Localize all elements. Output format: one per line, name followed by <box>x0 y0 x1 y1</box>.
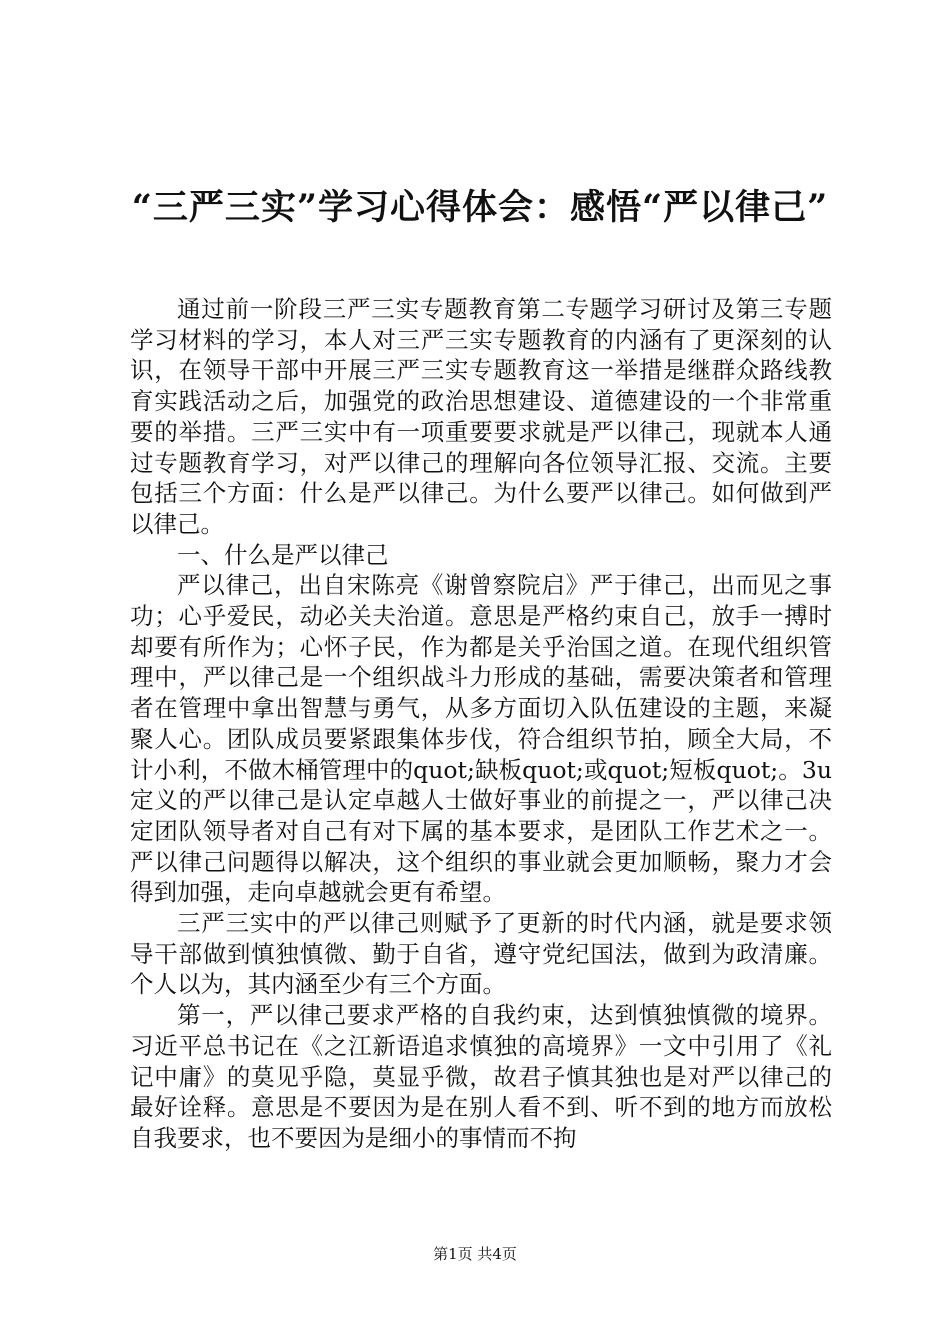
section-heading-1: 一、什么是严以律己 <box>177 540 389 569</box>
document-body <box>130 294 832 1154</box>
paragraph-intro: 通过前一阶段三严三实专题教育第二专题学习研讨及第三专题学习材料的学习，本人对三严三实专题教育的内涵有了更深刻的认识，在领导干部中开展三严三实专题教育这一举措是继群众路线教育实践活动之后，加强党的政治思想建设、道德建设的一个非常重要的举措。三严三实中有一项重要要求就是严以律己，现就本人通过专题教育学习，对严以律己的理解向各位领导汇报、交流。主要包括三个方面：什么是严以律己。为什么要严以律己。如何做到严以律己。 <box>130 295 832 538</box>
paragraph-origin: 严以律己，出自宋陈亮《谢曾察院启》严于律己，出而见之事功；心乎爱民，动必关夫治道。意思是严格约束自己，放手一搏时却要有所作为；心怀子民，作为都是关乎治国之道。在现代组织管理中，严以律己是一个组织战斗力形成的基础，需要决策者和管理者在管理中拿出智慧与勇气，从多方面切入队伍建设的主题，来凝聚人心。团队成员要紧跟集体步伐，符合组织节拍，顾全大局，不计小利，不做木桶管理中的quot;缺板quot;或quot;短板quot;。3u定义的严以律己是认定卓越人士做好事业的前提之一，严以律己决定团队领导者对自己有对下属的基本要求，是团队工作艺术之一。严以律己问题得以解决，这个组织的事业就会更加顺畅，聚力才会得到加强，走向卓越就会更有希望。 <box>130 571 832 907</box>
paragraph-first-point: 第一，严以律己要求严格的自我约束，达到慎独慎微的境界。习近平总书记在《之江新语追求慎独的高境界》一文中引用了《礼记中庸》的莫见乎隐，莫显乎微，故君子慎其独也是对严以律己的最好诠释。意思是不要因为是在别人看不到、听不到的地方而放松自我要求，也不要因为是细小的事情而不拘 <box>130 1001 832 1152</box>
document-title: “三严三实”学习心得体会：感悟“严以律己” <box>131 187 829 228</box>
paragraph-meaning: 三严三实中的严以律己则赋予了更新的时代内涵，就是要求领导干部做到慎独慎微、勤于自省，遵守党纪国法，做到为政清廉。个人以为，其内涵至少有三个方面。 <box>130 909 832 999</box>
page-footer: 第1页 共4页 <box>433 1245 517 1263</box>
